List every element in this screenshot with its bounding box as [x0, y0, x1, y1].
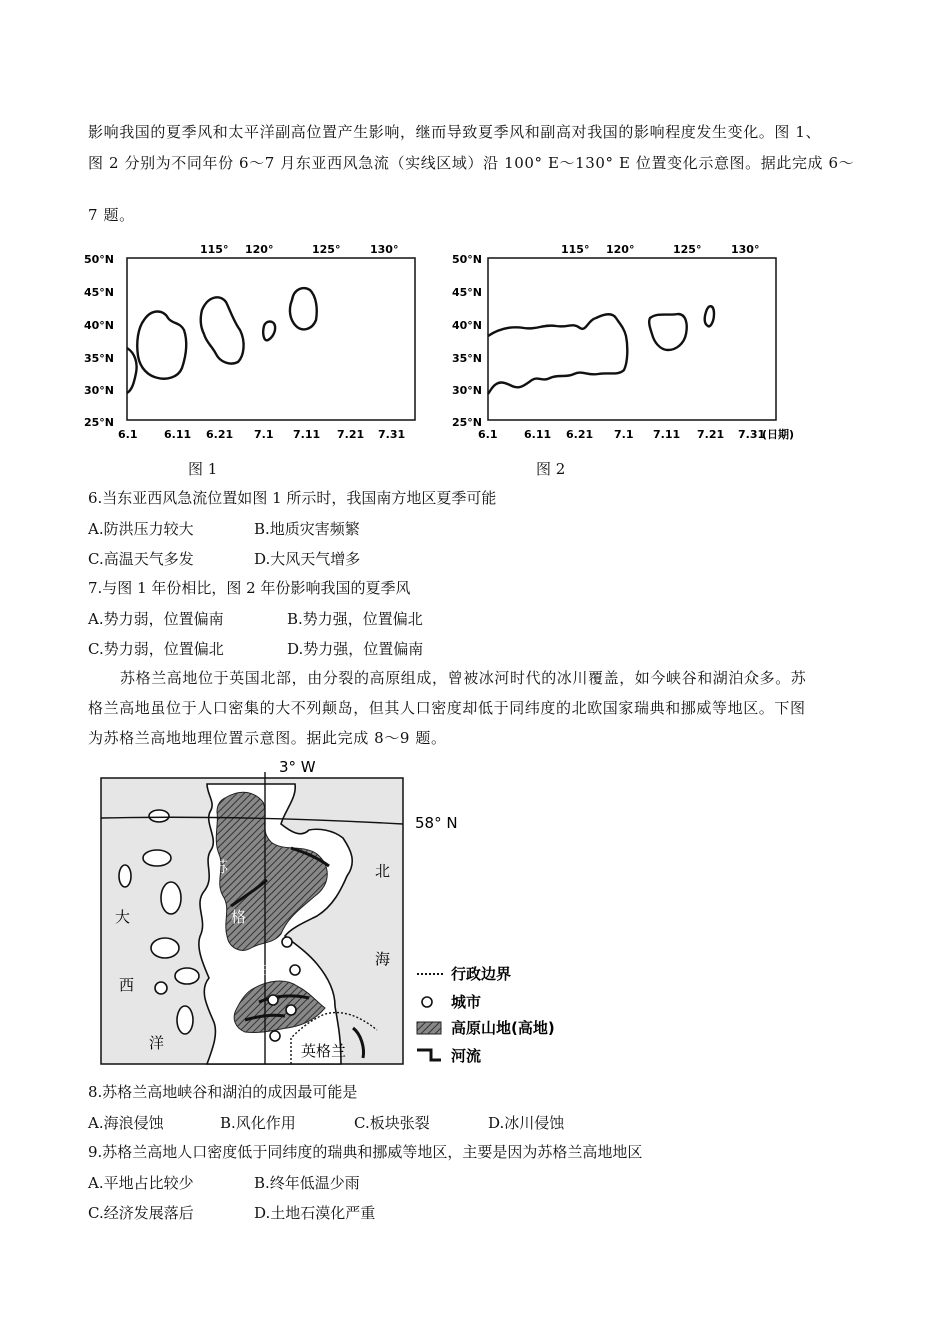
q8-option-a[interactable]: A.海浪侵蚀 [88, 1114, 164, 1132]
fig2-x-bottom-tick: 7.31 [738, 428, 766, 441]
fig1-x-bottom-tick: 7.31 [378, 428, 406, 441]
city-marker [286, 1005, 296, 1015]
q9-option-a[interactable]: A.平地占比较少 [88, 1174, 194, 1192]
q6-option-b[interactable]: B.地质灾害频繁 [254, 520, 360, 538]
fig2-x-bottom-tick: 6.11 [524, 428, 552, 441]
atlantic-label: 大 [115, 908, 131, 926]
figure-2-jet-stream [448, 238, 808, 448]
fig2-x-bottom-tick: 6.21 [566, 428, 594, 441]
q7-option-c[interactable]: C.势力弱，位置偏北 [88, 640, 224, 658]
figure-1-caption: 图 1 [188, 460, 218, 478]
q8-option-b[interactable]: B.风化作用 [220, 1114, 296, 1132]
intro-line-1: 影响我国的夏季风和太平洋副高位置产生影响，继而导致夏季风和副高对我国的影响程度发生变化。图 1、 [88, 123, 822, 141]
fig2-x-top-tick: 125° [673, 243, 702, 256]
lat-label: 58° N [415, 814, 458, 832]
island [161, 882, 181, 914]
fig1-y-tick: 45°N [84, 286, 115, 299]
question-9-stem: 9.苏格兰高地人口密度低于同纬度的瑞典和挪威等地区，主要是因为苏格兰高地地区 [88, 1143, 643, 1161]
fig1-x-bottom-tick: 7.1 [254, 428, 274, 441]
england-label: 英格兰 [301, 1042, 347, 1060]
fig2-y-tick: 30°N [452, 384, 483, 397]
question-6-stem: 6.当东亚西风急流位置如图 1 所示时，我国南方地区夏季可能 [88, 489, 497, 507]
fig2-y-tick: 40°N [452, 319, 483, 332]
city-marker [268, 995, 278, 1005]
passage-2-line-1: 苏格兰高地位于英国北部，由分裂的高原组成，曾被冰河时代的冰川覆盖，如今峡谷和湖泊众多。苏 [120, 669, 807, 687]
island [177, 1006, 193, 1034]
fig1-x-bottom-tick: 7.11 [293, 428, 321, 441]
fig2-x-bottom-tick: 7.1 [614, 428, 634, 441]
fig2-x-top-tick: 130° [731, 243, 760, 256]
fig1-y-tick: 50°N [84, 253, 115, 266]
q7-option-b[interactable]: B.势力强，位置偏北 [287, 610, 423, 628]
q6-option-c[interactable]: C.高温天气多发 [88, 550, 194, 568]
q9-option-c[interactable]: C.经济发展落后 [88, 1204, 194, 1222]
legend-boundary-label: 行政边界 [451, 965, 512, 983]
island [175, 968, 199, 984]
fig1-x-top-tick: 130° [370, 243, 399, 256]
scotland-label: 苏 [213, 858, 229, 876]
q9-option-b[interactable]: B.终年低温少雨 [254, 1174, 360, 1192]
island [151, 938, 179, 958]
legend-river-icon [417, 1050, 441, 1060]
q9-option-d[interactable]: D.土地石漠化严重 [254, 1204, 376, 1222]
figure-1-jet-stream [80, 238, 420, 448]
legend-city-label: 城市 [451, 993, 482, 1011]
fig1-x-top-tick: 125° [312, 243, 341, 256]
q7-option-d[interactable]: D.势力强，位置偏南 [287, 640, 424, 658]
q6-option-a[interactable]: A.防洪压力较大 [88, 520, 194, 538]
atlantic-label: 西 [119, 976, 135, 994]
fig1-y-tick: 40°N [84, 319, 115, 332]
fig2-x-top-tick: 115° [561, 243, 590, 256]
fig2-y-tick: 35°N [452, 352, 483, 365]
legend-city-icon [422, 997, 432, 1007]
fig1-y-tick: 25°N [84, 416, 115, 429]
city-marker [282, 937, 292, 947]
island [155, 982, 167, 994]
legend-highland-icon [417, 1022, 441, 1034]
atlantic-label: 洋 [149, 1034, 165, 1052]
scotland-highlands-map [95, 758, 595, 1070]
fig2-y-tick: 50°N [452, 253, 483, 266]
fig2-x-top-tick: 120° [606, 243, 635, 256]
fig2-x-bottom-tick: 7.21 [697, 428, 725, 441]
q6-option-d[interactable]: D.大风天气增多 [254, 550, 361, 568]
fig2-x-bottom-tick: 6.1 [478, 428, 498, 441]
lon-label: 3° W [279, 758, 316, 776]
fig1-jet-contours [127, 288, 317, 393]
fig2-y-tick: 25°N [452, 416, 483, 429]
fig1-x-bottom-tick: 6.21 [206, 428, 234, 441]
q7-option-a[interactable]: A.势力弱，位置偏南 [88, 610, 224, 628]
fig1-x-bottom-tick: 6.11 [164, 428, 192, 441]
fig1-x-top-tick: 115° [200, 243, 229, 256]
fig1-x-bottom-tick: 6.1 [118, 428, 138, 441]
north-sea-label: 北 [375, 862, 391, 880]
island [143, 850, 171, 866]
fig1-y-tick: 35°N [84, 352, 115, 365]
city-marker [290, 965, 300, 975]
fig2-x-unit: (日期) [762, 428, 795, 441]
q8-option-c[interactable]: C.板块张裂 [354, 1114, 430, 1132]
fig2-jet-contours [488, 306, 714, 394]
city-marker [270, 1031, 280, 1041]
intro-line-2: 图 2 分别为不同年份 6～7 月东亚西风急流（实线区域）沿 100° E～130° E 位置变化示意图。据此完成 6～ [88, 154, 855, 172]
scotland-label: 格 [231, 908, 247, 926]
figure-2-caption: 图 2 [536, 460, 566, 478]
fig2-y-tick: 45°N [452, 286, 483, 299]
legend-highland-label: 高原山地(高地) [451, 1019, 555, 1037]
question-8-stem: 8.苏格兰高地峡谷和湖泊的成因最可能是 [88, 1083, 358, 1101]
legend-river-label: 河流 [451, 1047, 482, 1065]
passage-2-line-3: 为苏格兰高地地理位置示意图。据此完成 8～9 题。 [88, 729, 447, 747]
fig1-x-top-tick: 120° [245, 243, 274, 256]
intro-line-3: 7 题。 [88, 206, 135, 224]
fig2-x-bottom-tick: 7.11 [653, 428, 681, 441]
passage-2-line-2: 格兰高地虽位于人口密集的大不列颠岛，但其人口密度却低于同纬度的北欧国家瑞典和挪威等地区。下图 [88, 699, 806, 717]
q8-option-d[interactable]: D.冰川侵蚀 [488, 1114, 565, 1132]
island [149, 810, 169, 822]
question-7-stem: 7.与图 1 年份相比，图 2 年份影响我国的夏季风 [88, 579, 411, 597]
north-sea-label: 海 [375, 950, 391, 968]
fig1-y-tick: 30°N [84, 384, 115, 397]
fig1-x-bottom-tick: 7.21 [337, 428, 365, 441]
scotland-label: 兰 [257, 960, 273, 978]
island [119, 865, 131, 887]
